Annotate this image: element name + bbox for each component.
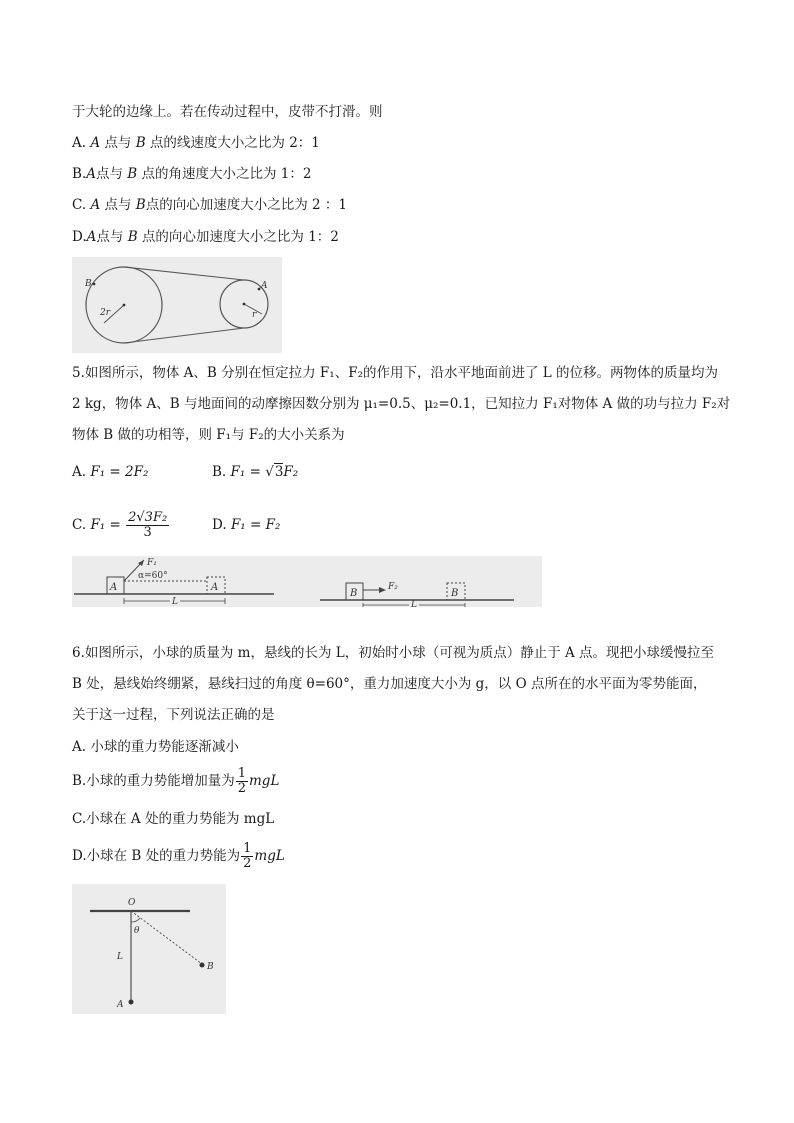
pendulum-label-a: A: [117, 1000, 124, 1010]
q6-option-d: D.小球在 B 处的重力势能为 $\frac{1}{2}$ mgL: [72, 841, 285, 871]
pendulum-label-l: L: [117, 952, 123, 962]
q6-option-c: C.小球在 A 处的重力势能为 mgL: [72, 811, 275, 827]
svg-text:F₁: F₁: [147, 558, 157, 568]
pulley-diagram: [72, 257, 282, 353]
q5-stem-line3: 物体 B 做的功相等，则 F₁与 F₂的大小关系为: [72, 427, 345, 443]
pendulum-diagram: [72, 884, 226, 1014]
q5-option-a: A. F₁ = 2F₂: [72, 464, 149, 480]
pendulum-label-theta: θ: [134, 926, 140, 936]
pendulum-figure: [72, 884, 226, 1014]
q4-option-a: A. A 点与 B 点的线速度大小之比为 2：1: [72, 135, 320, 151]
pulley-figure: [72, 257, 282, 353]
q6-option-a: A. 小球的重力势能逐渐减小: [72, 739, 239, 755]
q4-option-b: B.A点与 B 点的角速度大小之比为 1：2: [72, 166, 312, 182]
q5-option-c: C. F₁ = $\frac{\text{2√3F₂}}{3}$: [72, 510, 168, 540]
svg-text:L: L: [411, 600, 417, 607]
force-figure: [72, 556, 542, 607]
svg-text:B: B: [350, 588, 358, 599]
svg-text:A: A: [110, 582, 118, 593]
q4-stem-end: 于大轮的边缘上。若在传动过程中，皮带不打滑。则: [72, 104, 383, 120]
q6-option-b: B.小球的重力势能增加量为 $\frac{1}{2}$ mgL: [72, 766, 280, 796]
svg-text:B: B: [451, 588, 459, 599]
q4-option-c: C. A 点与 B点的向心加速度大小之比为 2 ：1: [72, 197, 347, 213]
pulley-label-2r: 2r: [100, 308, 111, 318]
pulley-label-b: B: [85, 279, 92, 289]
q4-option-d: D.A点与 B 点的向心加速度大小之比为 1：2: [72, 229, 339, 245]
svg-text:α=60°: α=60°: [138, 571, 168, 581]
svg-text:L: L: [172, 597, 178, 607]
svg-text:F₂: F₂: [388, 582, 398, 592]
q5-option-d: D. F₁ = F₂: [212, 517, 281, 533]
q6-stem-line1: 6.如图所示，小球的质量为 m，悬线的长为 L，初始时小球（可视为质点）静止于 A 点。现把小球缓慢拉至: [72, 645, 715, 661]
svg-text:A: A: [211, 582, 219, 593]
pendulum-label-b: B: [207, 962, 214, 972]
q6-stem-line3: 关于这一过程，下列说法正确的是: [72, 707, 275, 723]
q6-stem-line2: B 处，悬线始终绷紧，悬线扫过的角度 θ=60°，重力加速度大小为 g，以 O 点所在的水平面为零势能面，: [72, 676, 707, 692]
q5-stem-line1: 5.如图所示，物体 A、B 分别在恒定拉力 F₁、F₂的作用下，沿水平地面前进了 L 的位移。两物体的质量均为: [72, 365, 719, 381]
q5-option-b: B. F₁ = √3F₂: [212, 464, 299, 480]
pulley-label-a: A: [261, 281, 268, 291]
q5-stem-line2: 2 kg，物体 A、B 与地面间的动摩擦因数分别为 μ₁=0.5、μ₂=0.1，已知拉力 F₁对物体 A 做的功与拉力 F₂对: [72, 396, 731, 412]
force-diagram: [72, 556, 542, 607]
pendulum-label-o: O: [128, 898, 136, 908]
pulley-label-r: r: [252, 310, 257, 320]
